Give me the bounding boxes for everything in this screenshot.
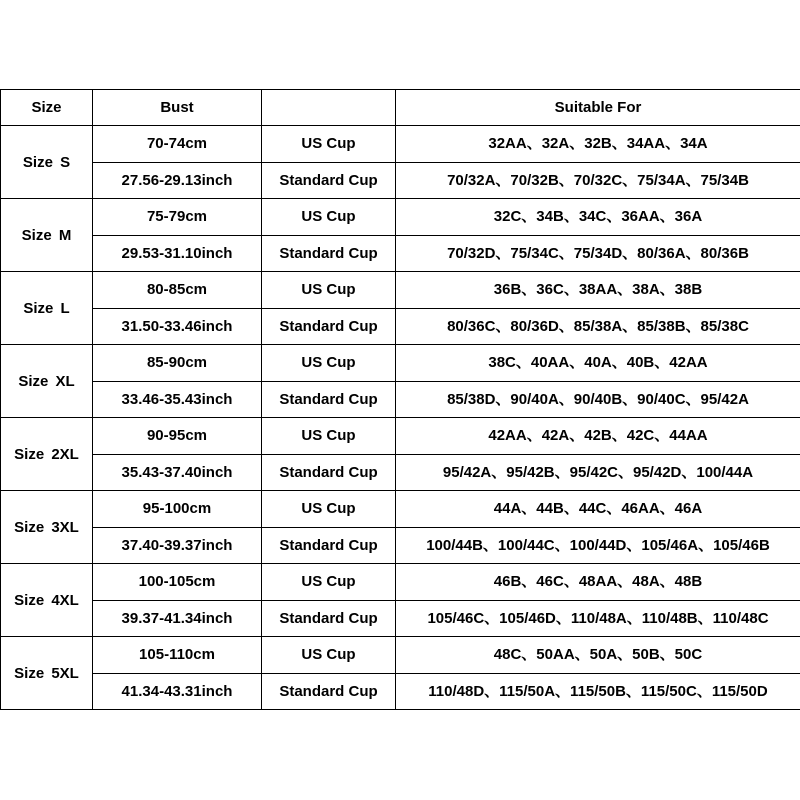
cup-type: Standard Cup	[262, 600, 396, 637]
size-chart-table	[0, 89, 800, 710]
table-row	[1, 199, 800, 236]
table-row	[1, 272, 800, 309]
suitable-sizes: 70/32D、75/34C、75/34D、80/36A、80/36B	[396, 235, 800, 272]
table-row	[1, 637, 800, 674]
cup-type: US Cup	[262, 126, 396, 163]
bust-inch: 29.53-31.10inch	[93, 235, 262, 272]
size-label: Size S	[1, 126, 93, 199]
bust-cm: 100-105cm	[93, 564, 262, 601]
table-row	[1, 527, 800, 564]
bust-cm: 80-85cm	[93, 272, 262, 309]
suitable-sizes: 95/42A、95/42B、95/42C、95/42D、100/44A	[396, 454, 800, 491]
cup-type: US Cup	[262, 491, 396, 528]
bust-inch: 41.34-43.31inch	[93, 673, 262, 710]
cup-type: Standard Cup	[262, 308, 396, 345]
cup-type: Standard Cup	[262, 527, 396, 564]
suitable-sizes: 110/48D、115/50A、115/50B、115/50C、115/50D	[396, 673, 800, 710]
cup-type: Standard Cup	[262, 162, 396, 199]
bust-cm: 90-95cm	[93, 418, 262, 455]
table-row	[1, 564, 800, 601]
table-row	[1, 673, 800, 710]
suitable-sizes: 100/44B、100/44C、100/44D、105/46A、105/46B	[396, 527, 800, 564]
table-row	[1, 235, 800, 272]
size-label: Size 2XL	[1, 418, 93, 491]
bust-cm: 105-110cm	[93, 637, 262, 674]
cup-type: Standard Cup	[262, 381, 396, 418]
suitable-sizes: 42AA、42A、42B、42C、44AA	[396, 418, 800, 455]
size-label: Size 4XL	[1, 564, 93, 637]
bust-inch: 37.40-39.37inch	[93, 527, 262, 564]
bust-inch: 39.37-41.34inch	[93, 600, 262, 637]
table-body	[1, 126, 800, 710]
cup-type: US Cup	[262, 199, 396, 236]
cup-type: US Cup	[262, 637, 396, 674]
cup-type: Standard Cup	[262, 673, 396, 710]
table-row	[1, 454, 800, 491]
bust-inch: 33.46-35.43inch	[93, 381, 262, 418]
suitable-sizes: 80/36C、80/36D、85/38A、85/38B、85/38C	[396, 308, 800, 345]
suitable-sizes: 36B、36C、38AA、38A、38B	[396, 272, 800, 309]
suitable-sizes: 105/46C、105/46D、110/48A、110/48B、110/48C	[396, 600, 800, 637]
suitable-sizes: 44A、44B、44C、46AA、46A	[396, 491, 800, 528]
table-row	[1, 345, 800, 382]
cup-type: Standard Cup	[262, 235, 396, 272]
cup-type: US Cup	[262, 564, 396, 601]
bust-cm: 85-90cm	[93, 345, 262, 382]
size-label: Size L	[1, 272, 93, 345]
suitable-sizes: 70/32A、70/32B、70/32C、75/34A、75/34B	[396, 162, 800, 199]
table-row	[1, 308, 800, 345]
bust-cm: 75-79cm	[93, 199, 262, 236]
size-label: Size 5XL	[1, 637, 93, 710]
size-label: Size XL	[1, 345, 93, 418]
cup-type: US Cup	[262, 345, 396, 382]
table-row	[1, 418, 800, 455]
bust-inch: 31.50-33.46inch	[93, 308, 262, 345]
header-suitable-for: Suitable For	[396, 90, 800, 126]
size-label: Size 3XL	[1, 491, 93, 564]
suitable-sizes: 38C、40AA、40A、40B、42AA	[396, 345, 800, 382]
cup-type: US Cup	[262, 418, 396, 455]
header-size: Size	[1, 90, 93, 126]
suitable-sizes: 32C、34B、34C、36AA、36A	[396, 199, 800, 236]
cup-type: Standard Cup	[262, 454, 396, 491]
header-cup-type	[262, 90, 396, 126]
table-row	[1, 381, 800, 418]
size-label: Size M	[1, 199, 93, 272]
suitable-sizes: 46B、46C、48AA、48A、48B	[396, 564, 800, 601]
suitable-sizes: 48C、50AA、50A、50B、50C	[396, 637, 800, 674]
table-header	[1, 90, 800, 126]
table-row	[1, 162, 800, 199]
bust-cm: 95-100cm	[93, 491, 262, 528]
cup-type: US Cup	[262, 272, 396, 309]
table-row	[1, 600, 800, 637]
bust-inch: 27.56-29.13inch	[93, 162, 262, 199]
bust-cm: 70-74cm	[93, 126, 262, 163]
header-bust: Bust	[93, 90, 262, 126]
table-row	[1, 126, 800, 163]
suitable-sizes: 85/38D、90/40A、90/40B、90/40C、95/42A	[396, 381, 800, 418]
header-row	[1, 90, 800, 126]
suitable-sizes: 32AA、32A、32B、34AA、34A	[396, 126, 800, 163]
table-row	[1, 491, 800, 528]
bust-inch: 35.43-37.40inch	[93, 454, 262, 491]
